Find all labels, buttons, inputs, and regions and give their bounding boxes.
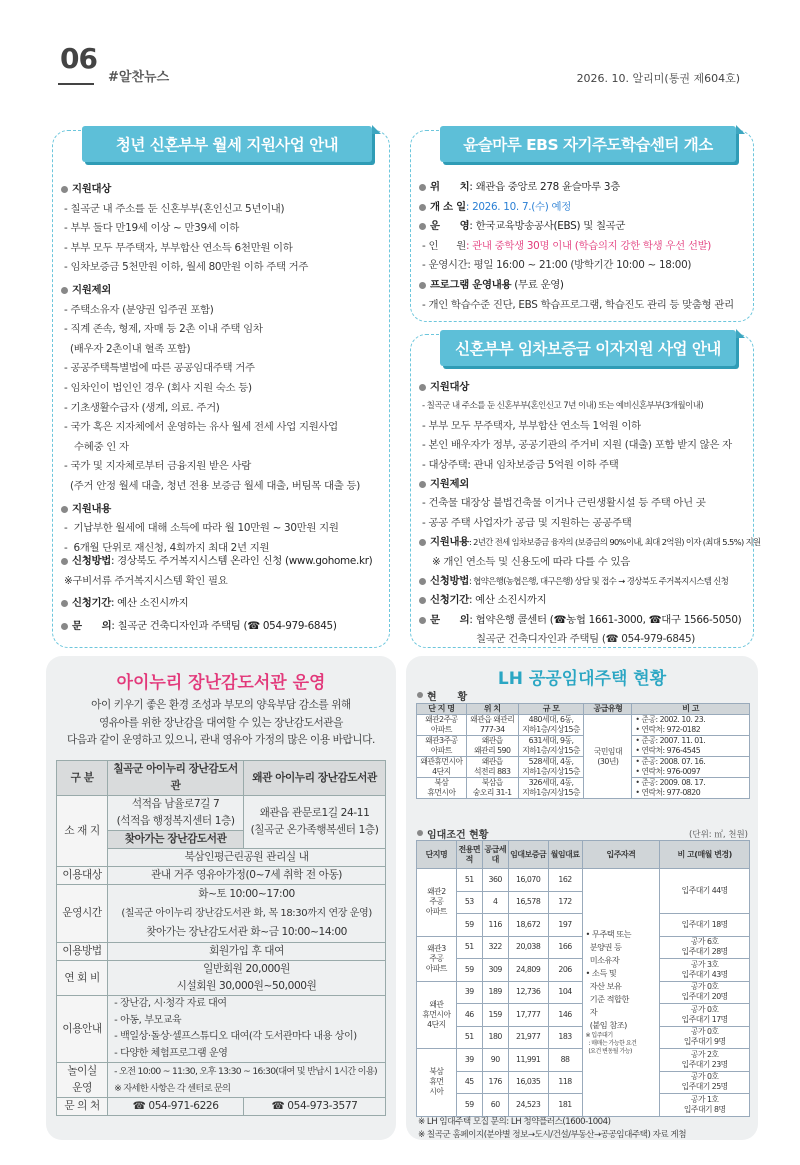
youth-rent-line: - 임차인이 법인인 경우 (회사 지원 숙소 등) <box>64 381 252 394</box>
youth-rent-heading: 지원대상 <box>60 180 385 200</box>
youth-rent-line: - 임차보증금 5천만원 이하, 월세 80만원 이하 주택 거주 <box>64 261 309 274</box>
lh-condition-row: 51 180 21,977 183 공가 0호 입주대기 9명 <box>417 1026 750 1049</box>
newlywed-loan-title: 신혼부부 임차보증금 이자지원 사업 안내 <box>440 330 736 366</box>
youth-rent-line: - 직계 존속, 형제, 자매 등 2촌 이내 주택 임차 <box>64 323 263 336</box>
newlywed-loan-content: 지원대상 - 칠곡군 내 주소를 둔 신혼부부(혼인신고 7년 이내) 또는 예비신혼부부(3개월이내) - 부부 모두 무주택자, 부부합산 연소득 1억원 이하 - 본인 배우자가 정부, 공공기관의 주거비 지원 (대출) 포함 받지 않은 자 - 대상주택: 관내 임차보증금 5억원 이하 주택 지원제외 - 건축물 대장상 불법건축물 이거나 근린생활시설 등 주택 아닌 곳 - 공공 주택 사업자가 공급 및 지원하는 공공주택 지원내용: 2년간 전세 임차보증금 융자의 (보증금의 90%이내, 최대 2억원) 이자 (최대 5.5%) 지원 ※ 개인 연소득 및 신용도에 따라 다를 수 있음 신청방법: 협약은행(농협은행, 대구은행) 상담 및 접수 → 경상북도 주거복지시스템 신청 신청기간: 예산 소진시까지 문 의: 협약은행 콜센터 (☎농협 1661-3000, ☎대구 1566-5050) 칠곡군 건축디자인과 주택팀 (☎ 054-979-6845) <box>418 378 753 650</box>
lh-condition-row: 59 309 24,809 206 공가 3호 입주대기 43명 <box>417 959 750 982</box>
lh-housing-title: LH 공공임대주택 현황 <box>497 669 667 689</box>
youth-rent-line: - 공공주택특별법에 따른 공공임대주택 거주 <box>64 362 255 375</box>
newlywed-line: - 칠곡군 내 주소를 둔 신혼부부(혼인신고 7년 이내) 또는 예비신혼부부(3개월이내) <box>422 401 704 412</box>
lh-status-table: 단 지 명 위 치 규 모 공급유형 비 고 왜관2주공 아파트 왜관읍 왜관리 777-34 480세대, 6동, 지하1층/지상15층 국민임대 (30년) • 준공: 2002. 10. 23. • 연락처: 972-0182 왜관3주공 아파트 왜관읍 왜관리 590 631세대, 9동, 지하1층/지상15층 • 준공: 2007. 11. 01. • 연락처: 976-4545 왜관휴먼시아 4단지 왜관읍 석전리 883 528세대, 4동, 지하1층/지상15층 • 준공: 2008. 07. 16. • 연락처: 976-0097 북삼 휴먼시아 북삼읍 숭오리 31-1 326세대, 4동, 지하1층/지상15층 • 준공: 2009. 08. 17. • 연락처: 977-0820 <box>416 703 750 799</box>
newlywed-line: - 공공 주택 사업자가 공급 및 지원하는 공공주택 <box>422 516 632 529</box>
newlywed-line: - 대상주택: 관내 임차보증금 5억원 이하 주택 <box>422 458 619 471</box>
youth-rent-apply: 신청방법: 경상북도 주거복지시스템 온라인 신청 (www.gohome.kr) ※구비서류 주거복지시스템 확인 필요 신청기간: 예산 소진시까지 문 의: 칠곡군 건축디자인과 주택팀 (☎ 054-979-6845) <box>60 552 385 636</box>
toy-library-table: 구 분 칠곡군 아이누리 장난감도서관 왜관 아이누리 장난감도서관 소 재 지 석적읍 남율로7길 7 (석적읍 행정복지센터 1층) 왜관읍 관문로1길 24-11 (칠곡군 온가족행복센터 1층) 찾아가는 장난감도서관 북삼인평근린공원 관리실 내 이용대상 관내 거주 영유아가정(0~7세 취학 전 아동) 운영시간 화~토 10:00~17:00 (칠곡군 아이누리 장난감도서관 화, 목 18:30까지 연장 운영) 찾아가는 장난감도서관 화~금 10:00~14:00 이용방법 회원가입 후 대여 연 회 비 일반회원 20,000원 시설회원 30,000원~50,000원 이용안내 - 장난감, 시·청각 자료 대여 - 아동, 부모교육 - 백일상·돌상·셀프스튜디오 대여(각 도서관마다 내용 상이) - 다양한 체험프로그램 운영 놀이실 운영 - 오전 10:00 ~ 11:30, 오후 13:30 ~ 16:30(대여 및 반납시 1시간 이용) ※ 자세한 사항은 각 센터로 문의 문 의 처 ☎ 054-971-6226 ☎ 054-973-3577 <box>56 760 386 1116</box>
newlywed-line: - 부부 모두 무주택자, 부부합산 연소득 1억원 이하 <box>422 419 641 432</box>
ebs-info-row: 운 영: 한국교육방송공사(EBS) 및 칠곡군 <box>418 217 753 237</box>
lh-condition-row: 북삼 휴먼 시아 39 90 11,991 88 공가 2호 입주대기 23명 <box>417 1049 750 1072</box>
ebs-center-title: 윤슬마루 EBS 자기주도학습센터 개소 <box>440 126 736 162</box>
ebs-info-row: 위 치: 왜관읍 중앙로 278 윤슬마루 3층 <box>418 178 753 198</box>
lh-unit-note: (단위: ㎡, 천원) <box>689 830 748 840</box>
youth-rent-line: - 칠곡군 내 주소를 둔 신혼부부(혼인신고 5년이내) <box>64 202 285 215</box>
youth-rent-line: - 주택소유자 (분양권 입주권 포함) <box>64 303 214 316</box>
newlywed-heading: 지원제외 <box>418 475 753 494</box>
page-number-underline <box>58 83 94 85</box>
youth-rent-heading: 지원내용 <box>60 500 385 520</box>
lh-condition-table: 단지명 전용면적 공급세대 임대보증금 월임대료 입주자격 비 고(매월 변경) 왜관2 주공 아파트 51 360 16,070 162 • 무주택 또는 분양권 등 미소유자 • 소득 및 자산 보유 기준 적합한 자 (붙임 참조) ※ 입주대기 : 매매는 가능한 요건 (요건 변동될 가능) 입주대기 44명 53 4 16,578 172 59 116 18,672 197 입주대기 18명 왜관3 주공 아파트 51 322 20,038 166 공가 6호 입주대기 28명 59 309 24,809 206 공가 3호 입주대기 43명 왜관 휴먼시아 4단지 39 189 12,736 104 공가 0호 입주대기 20명 46 159 17,777 146 공가 0호 입주대기 17명 51 180 21,977 183 공가 0호 입주대기 9명 북삼 휴먼 시아 39 90 11,991 88 공가 2호 입주대기 23명 45 176 16,035 118 공가 0호 입주대기 25명 59 60 24,523 181 공가 1호 입주대기 8명 <box>416 840 750 1117</box>
lh-condition-row: 59 116 18,672 197 입주대기 18명 <box>417 914 750 937</box>
lh-condition-row: 왜관 휴먼시아 4단지 39 189 12,736 104 공가 0호 입주대기 20명 <box>417 981 750 1004</box>
lh-condition-row: 59 60 24,523 181 공가 1호 입주대기 8명 <box>417 1094 750 1117</box>
lh-condition-heading: 임대조건 현황 <box>416 826 488 841</box>
page-number: 06 <box>60 42 97 75</box>
youth-rent-line: (배우자 2촌이내 혈족 포함) <box>64 342 191 355</box>
newlywed-line: - 본인 배우자가 정부, 공공기관의 주거비 지원 (대출) 포함 받지 않은 자 <box>422 439 732 452</box>
lh-status-heading: 현 황 <box>416 688 467 703</box>
toy-library-title: 아이누리 장난감도서관 운영 <box>116 673 326 693</box>
youth-rent-line: - 6개월 단위로 재신청, 4회까지 최대 2년 지원 <box>64 541 270 554</box>
lh-footnotes: ※ LH 임대주택 모집 문의: LH 청약플러스(1600-1004) ※ 칠곡군 홈페이지(분야별 정보→도시/건설/부동산→공공임대주택) 자료 게첨 <box>418 1117 687 1140</box>
youth-rent-line: - 국가 혹은 지자체에서 운영하는 유사 월세 전세 사업 지원사업 <box>64 421 338 434</box>
lh-status-row: 북삼 휴먼시아 북삼읍 숭오리 31-1 326세대, 4동, 지하1층/지상15층 • 준공: 2009. 08. 17. • 연락처: 977-0820 <box>417 778 750 799</box>
lh-condition-row: 46 159 17,777 146 공가 0호 입주대기 17명 <box>417 1004 750 1027</box>
lh-status-row: 왜관3주공 아파트 왜관읍 왜관리 590 631세대, 9동, 지하1층/지상15층 • 준공: 2007. 11. 01. • 연락처: 976-4545 <box>417 736 750 757</box>
issue-info: 2026. 10. 알리미(통권 제604호) <box>576 72 740 85</box>
youth-rent-line: (주거 안정 월세 대출, 청년 전용 보증금 월세 대출, 버팀목 대출 등) <box>64 479 360 492</box>
toy-library-intro: 아이 키우기 좋은 환경 조성과 부모의 양육부담 감소를 위해 영유아를 위한 장난감을 대여할 수 있는 장난감도서관을 다음과 같이 운영하고 있으니, 관내 영유아 가정의 많은 이용 바랍니다. <box>67 699 375 746</box>
youth-rent-heading: 지원제외 <box>60 281 385 301</box>
lh-condition-row: 45 176 16,035 118 공가 0호 입주대기 25명 <box>417 1071 750 1094</box>
youth-rent-line: - 부부 둘다 만19세 이상 ~ 만39세 이하 <box>64 222 239 235</box>
lh-status-row: 왜관2주공 아파트 왜관읍 왜관리 777-34 480세대, 6동, 지하1층/지상15층 국민임대 (30년) • 준공: 2002. 10. 23. • 연락처: 972-0182 <box>417 715 750 736</box>
section-tag: #알찬뉴스 <box>108 70 170 85</box>
lh-status-row: 왜관휴먼시아 4단지 왜관읍 석전리 883 528세대, 4동, 지하1층/지상15층 • 준공: 2008. 07. 16. • 연락처: 976-0097 <box>417 757 750 778</box>
youth-rent-line: - 기초생활수급자 (생계, 의료. 주거) <box>64 401 220 414</box>
youth-rent-title: 청년 신혼부부 월세 지원사업 안내 <box>82 126 372 162</box>
youth-rent-content <box>60 180 385 558</box>
youth-rent-line: - 기납부한 월세에 대해 소득에 따라 월 10만원 ~ 30만원 지원 <box>64 522 339 535</box>
lh-condition-row: 53 4 16,578 172 <box>417 891 750 914</box>
ebs-center-content: 위 치: 왜관읍 중앙로 278 윤슬마루 3층 개 소 일: 2026. 10. 7.(수) 예정 운 영: 한국교육방송공사(EBS) 및 칠곡군 - 인 원: 관내 중학생 30명 이내 (학습의지 강한 학생 우선 선발) - 운영시간: 평일 16:00 ~ 21:00 (방학기간 10:00 ~ 18:00) 프로그램 운영내용 (무료 운영) - 개인 학습수준 진단, EBS 학습프로그램, 학습진도 관리 등 맞춤형 관리 <box>418 178 753 315</box>
lh-condition-row: 왜관2 주공 아파트 51 360 16,070 162 • 무주택 또는 분양권 등 미소유자 • 소득 및 자산 보유 기준 적합한 자 (붙임 참조) ※ 입주대기 : 매매는 가능한 요건 (요건 변동될 가능) 입주대기 44명 <box>417 869 750 892</box>
youth-rent-line: 수혜중 인 자 <box>74 440 129 453</box>
ebs-info-row: 개 소 일: 2026. 10. 7.(수) 예정 <box>418 198 753 218</box>
youth-rent-line: - 부부 모두 무주택자, 부부합산 연소득 6천만원 이하 <box>64 241 293 254</box>
youth-rent-line: - 국가 및 지자체로부터 금융지원 받은 사람 <box>64 460 252 473</box>
newlywed-line: - 건축물 대장상 불법건축물 이거나 근린생활시설 등 주택 아닌 곳 <box>422 497 706 510</box>
lh-condition-row: 왜관3 주공 아파트 51 322 20,038 166 공가 6호 입주대기 28명 <box>417 936 750 959</box>
newlywed-heading: 지원대상 <box>418 378 753 397</box>
